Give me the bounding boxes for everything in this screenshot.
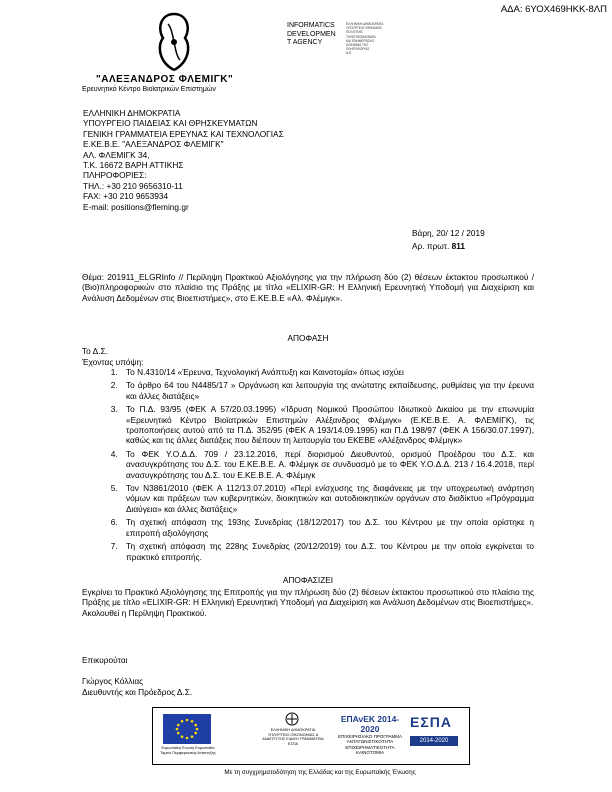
heading-apofasizei: ΑΠΟΦΑΣΙΖΕΙ — [282, 575, 334, 585]
ida-sub-3: ΠΟΛΙΤΙΚΗΣ — [346, 30, 363, 35]
header-line: ΠΛΗΡΟΦΟΡΙΕΣ: — [83, 170, 147, 181]
banner-caption: Με τη συγχρηματοδότηση της Ελλάδας και της Ευρωπαϊκής Ένωσης — [224, 769, 416, 776]
decision-text: Εγκρίνει το Πρακτικό Αξιολόγησης της Επιτροπής για την πλήρωση δύο (2) θέσεων έκτακτου προσωπικού στο πλαίσιο της Πράξης με τίτλο «ELIXIR-GR: Η Ελληνική Ερευνητική Υποδομή για Διαχείριση και Ανάλυση Δεδομένων στις Βιοεπιστήμες». — [82, 587, 534, 608]
ida-logo-subtext — [346, 22, 406, 56]
heading-apofasi: ΑΠΟΦΑΣΗ — [287, 333, 329, 343]
ida-line-2: DEVELOPMEN — [287, 30, 336, 38]
epanek-title: ΕΠΑνΕΚ 2014-2020 — [340, 714, 400, 734]
espa-years: 2014-2020 — [410, 736, 458, 746]
list-item: 2. Το άρθρο 64 του Ν4485/17 » Οργάνωση και λειτουργία της ανώτατης εκπαίδευσης, ρυθμίσεις για την έρευνα και άλλες διατάξεις» — [120, 380, 534, 401]
sender-header — [83, 108, 403, 212]
ida-sub-2: ΥΠΟΥΡΓΕΙΟ ΨΗΦΙΑΚΗΣ — [346, 26, 383, 31]
protocol-label: Αρ. πρωτ. — [412, 240, 450, 251]
signer-name: Γιώργος Κόλλιας — [82, 676, 144, 686]
logo-name: "ΑΛΕΞΑΝΔΡΟΣ ΦΛΕΜΙΓΚ" — [96, 74, 234, 85]
header-line: Τ.Κ. 16672 ΒΑΡΗ ΑΤΤΙΚΗΣ — [83, 160, 184, 171]
header-line: ΕΛΛΗΝΙΚΗ ΔΗΜΟΚΡΑΤΙΑ — [83, 108, 181, 118]
ida-sub-1: ΕΛΛΗΝΙΚΗ ΔΗΜΟΚΡΑΤΙΑ — [346, 22, 384, 26]
espa-title: ΕΣΠΑ — [410, 714, 452, 730]
header-line: ΤΗΛ.: +30 210 9656310-11 — [83, 180, 183, 191]
ida-sub-8: Α.Ε. — [346, 51, 353, 56]
greek-ministry-caption: ΕΛΛΗΝΙΚΗ ΔΗΜΟΚΡΑΤΙΑ ΥΠΟΥΡΓΕΙΟ ΟΙΚΟΝΟΜΙΑΣ & ΑΝΑΠΤΥΞΗΣ ΕΙΔΙΚΗ ΓΡΑΜΜΑΤΕΙΑ ΕΣΠΑ — [262, 728, 324, 746]
considerations-list — [82, 367, 534, 565]
ida-logo-text — [287, 22, 345, 48]
list-item: 6. Τη σχετική απόφαση της 193ης Συνεδρίας (18/12/2017) του Δ.Σ. του Κέντρου με την οποία ορίστηκε η επιτροπή αξιολόγησης — [120, 517, 534, 538]
epanek-logo — [335, 714, 405, 755]
decision-follow: Ακολουθεί η Περίληψη Πρακτικού. — [82, 607, 207, 618]
to-board: Το Δ.Σ. — [82, 346, 108, 356]
ratified-label: Επικυρούται — [82, 655, 128, 665]
header-line: FAX: +30 210 9653934 — [83, 191, 169, 202]
list-item: 3. Το Π.Δ. 93/95 (ΦΕΚ Α 57/20.03.1995) «Ίδρυση Νομικού Προσώπου Ιδιωτικού Δικαίου με την επωνυμία «Ερευνητικό Κέντρο Βιοϊατρικών Επιστημών Αλέξανδρος Φλέμιγκ» (Ε.ΚΕ.Β.Ε. Α. ΦΛΕΜΙΓΚ), τις τροποποιήσεις αυτού από τα Π.Δ. 352/95 (ΦΕΚ Α 193/14.09.1995) και Π.Δ 198/97 (ΦΕΚ Α 156/30.07.1997), καθώς και τις άλλες διατάξεις που διέπουν τη λειτουργία του ΕΚΕΒΕ «Αλέξανδρος Φλέμιγκ» — [120, 404, 534, 446]
decision-paragraph — [82, 587, 534, 618]
header-line: ΑΛ. ΦΛΕΜΙΓΚ 34, — [83, 149, 150, 160]
protocol-line — [412, 240, 522, 253]
ada-number: ΑΔΑ: 6ΥΟΧ469ΗΚΚ-8ΛΠ — [500, 4, 607, 15]
date-block — [412, 227, 522, 252]
ida-sub-7: ΠΛΗΡΟΦΟΡΙΑΣ — [346, 47, 370, 52]
ida-line-1: INFORMATICS — [287, 22, 335, 29]
greek-emblem-icon — [281, 712, 303, 726]
eu-caption: Ευρωπαϊκή Ένωση Ευρωπαϊκό Ταμείο Περιφερειακής Ανάπτυξης — [160, 746, 216, 755]
list-item: 5. Τον Ν3861/2010 (ΦΕΚ Α 112/13.07.2010) «Περί ενίσχυσης της διαφάνειας με την υποχρεωτική ανάρτηση νόμων και πράξεων των κυβερνητικών, διοικητικών και αυτοδιοικητικών οργάνων στο διαδίκτυο «Πρόγραμμα Διαύγεια» και άλλες διατάξεις» — [120, 483, 534, 514]
ida-sub-4: ΤΗΛΕΠΙΚΟΙΝΩΝΙΩΝ — [346, 34, 376, 39]
ida-sub-5: ΚΑΙ ΕΝΗΜΕΡΩΣΗΣ — [346, 38, 375, 43]
funding-banner — [152, 707, 470, 765]
epanek-subtitle: ΕΠΙΧΕΙΡΗΣΙΑΚΟ ΠΡΟΓΡΑΜΜΑ ΑΝΤΑΓΩΝΙΣΤΙΚΟΤΗΤΑ ΕΠΙΧΕΙΡΗΜΑΤΙΚΟΤΗΤΑ ΚΑΙΝΟΤΟΜΙΑ — [337, 734, 403, 755]
header-line: ΥΠΟΥΡΓΕΙΟ ΠΑΙΔΕΙΑΣ ΚΑΙ ΘΡΗΣΚΕΥΜΑΤΩΝ — [83, 118, 258, 129]
header-line: Ε.ΚΕ.Β.Ε. "ΑΛΕΞΑΝΔΡΟΣ ΦΛΕΜΙΓΚ" — [83, 139, 224, 150]
date-line: Βάρη, 20/ 12 / 2019 — [412, 228, 485, 238]
list-item: 1. Το Ν.4310/14 «Έρευνα, Τεχνολογική Ανάπτυξη και Καινοτομία» όπως ισχύει — [120, 367, 534, 377]
subject-paragraph: Θέμα: 201911_ELGRInfo // Περίληψη Πρακτικού Αξιολόγησης για την πλήρωση δύο (2) θέσεων έκτακτου προσωπικού / (Βιο)πληροφορικών στο πλαίσιο της Πράξης με τίτλο «ELIXIR-GR: Η Ελληνική Ερευνητική Υποδομή για Διαχείριση και Ανάλυση Δεδομένων στις Βιοεπιστήμες», στο Ε.ΚΕ.Β.Ε «Αλ. Φλέμιγκ». — [82, 272, 534, 303]
ida-line-3: T AGENCY — [287, 39, 323, 46]
header-line: ΓΕΝΙΚΗ ΓΡΑΜΜΑΤΕΙΑ ΕΡΕΥΝΑΣ ΚΑΙ ΤΕΧΝΟΛΟΓΙΑΣ — [83, 128, 284, 139]
considering-label: Έχοντας υπόψη: — [82, 357, 144, 367]
header-line: E-mail: positions@fleming.gr — [83, 201, 189, 212]
espa-logo — [410, 714, 466, 756]
protocol-number: 811 — [451, 240, 465, 251]
list-item: 7. Τη σχετική απόφαση της 228ης Συνεδρίας (20/12/2019) του Δ.Σ. του Κέντρου με την οποία εγκρίνεται το πρακτικό επιτροπής. — [120, 541, 534, 562]
fleming-logo-icon — [153, 10, 195, 74]
logo-subtitle: Ερευνητικό Κέντρο Βιοϊατρικών Επιστημών — [82, 86, 216, 93]
ida-sub-6: ΚΟΙΝΩΝΙΑ ΤΗΣ — [346, 43, 369, 48]
signer-role: Διευθυντής και Πρόεδρος Δ.Σ. — [82, 687, 193, 697]
list-item: 4. Το ΦΕΚ Υ.Ο.Δ.Δ. 709 / 23.12.2016, περί διορισμού Διευθυντού, ορισμού Προέδρου του Δ.Σ. και ανασυγκρότησης του Δ.Σ. του Ε.ΚΕ.Β.Ε. Α. Φλέμιγκ σε συνδυασμό με το ΦΕΚ Υ.Ο.Δ.Δ. 213 / 16.4.2018, περί ανασυγκρότησης του Δ.Σ. του Ε.ΚΕ.Β.Ε. Α. Φλέμιγκ — [120, 449, 534, 480]
eu-flag-icon — [163, 714, 211, 744]
